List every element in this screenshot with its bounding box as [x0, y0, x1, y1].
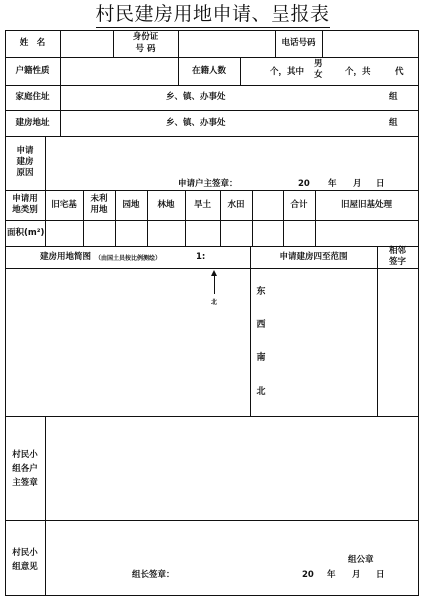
villagers-seal-label-line: 村民小 [12, 450, 38, 460]
hukou-field[interactable] [61, 58, 178, 85]
build-address-group: 组 [389, 118, 398, 128]
neighbor-signature-field[interactable] [378, 269, 418, 416]
grid-line [5, 246, 419, 247]
home-address-admin: 乡、镇、办事处 [166, 92, 226, 102]
grid-line [315, 190, 316, 246]
home-address-label: 家庭住址 [15, 92, 50, 102]
category-paddy: 水田 [227, 200, 245, 210]
group-date-year: 年 [327, 570, 336, 580]
id-label-line1: 身份证 [132, 32, 159, 42]
category-total: 合计 [290, 200, 308, 210]
group-leader-sign-label: 组长签章： [132, 570, 175, 580]
date-day: 日 [376, 179, 385, 189]
household-count-label: 在籍人数 [191, 66, 226, 76]
grid-line [250, 246, 251, 416]
group-seal-label: 组公章 [348, 555, 374, 565]
neighbor-signature-label-line: 签字 [388, 257, 406, 267]
sketch-scale: 1: [196, 252, 206, 262]
grid-line [5, 110, 419, 111]
group-date-month: 月 [352, 570, 361, 580]
direction-east: 东 [256, 287, 266, 297]
id-label-line2: 号 码 [135, 44, 156, 54]
direction-north: 北 [256, 387, 266, 397]
date-month: 月 [353, 179, 362, 189]
area-paddy-field[interactable] [221, 221, 252, 246]
category-old-homestead: 旧宅基 [51, 200, 77, 210]
date-year: 年 [328, 179, 337, 189]
count-text-2: 个，共 [345, 67, 371, 77]
grid-line [5, 85, 419, 86]
area-old-homestead-field[interactable] [46, 221, 83, 246]
name-field[interactable] [61, 31, 113, 57]
category-unused-land: 用地 [90, 205, 108, 215]
land-category-label-line: 地类别 [12, 205, 38, 215]
grid-line [252, 190, 253, 246]
group-date-year-prefix: 20 [302, 570, 314, 580]
name-label: 姓 名 [19, 38, 46, 48]
sketch-note: （由国土员按比例测绘） [95, 255, 162, 262]
category-dry-land: 旱土 [193, 200, 211, 210]
area-forest-field[interactable] [148, 221, 185, 246]
villagers-seal-field[interactable] [46, 417, 418, 520]
grid-line [240, 57, 241, 85]
reason-label-line: 建房 [16, 157, 34, 167]
area-garden-field[interactable] [116, 221, 147, 246]
date-year-prefix: 20 [298, 179, 310, 189]
land-category-label-line: 申请用 [12, 194, 38, 204]
reason-label-line: 原因 [16, 168, 34, 178]
villagers-seal-label-line: 组各户 [12, 464, 38, 474]
area-dry-land-field[interactable] [186, 221, 220, 246]
area-label: 面积(m²) [7, 228, 45, 238]
area-unused-land-field[interactable] [84, 221, 115, 246]
reason-label-line: 申请 [16, 146, 34, 156]
neighbor-signature-label-line: 相邻 [388, 246, 406, 256]
category-unused-land: 未利 [90, 194, 108, 204]
applicant-signature-label: 申请户主签章： [178, 179, 238, 189]
home-address-group: 组 [389, 92, 398, 102]
grid-line [5, 190, 419, 191]
female-label: 女 [314, 70, 323, 80]
form-title: 村民建房用地申请、呈报表 [95, 3, 330, 25]
direction-south: 南 [256, 353, 266, 363]
group-opinion-label-line: 村民小 [12, 548, 38, 558]
sketch-title: 建房用地简图 [40, 252, 92, 262]
group-date-day: 日 [376, 570, 385, 580]
villagers-seal-label-line: 主签章 [12, 478, 38, 488]
male-label: 男 [314, 59, 323, 69]
old-site-handling-label: 旧屋旧基处理 [340, 200, 392, 210]
north-mark: 北 [211, 299, 218, 306]
category-forest: 林地 [157, 200, 175, 210]
category-garden: 园地 [122, 200, 140, 210]
group-opinion-label-line: 组意见 [12, 562, 38, 572]
build-address-admin: 乡、镇、办事处 [166, 118, 226, 128]
grid-line [5, 595, 419, 596]
build-address-label: 建房地址 [15, 118, 50, 128]
north-arrow-shaft [214, 274, 215, 294]
area-total-field[interactable] [284, 221, 315, 246]
phone-label: 电话号码 [281, 38, 316, 48]
boundary-title: 申请建房四至范围 [279, 252, 348, 262]
grid-line [418, 30, 419, 596]
direction-west: 西 [256, 320, 266, 330]
reason-field[interactable] [46, 137, 418, 177]
hukou-label: 户籍性质 [15, 66, 50, 76]
count-text-1: 个，其中 [270, 67, 305, 77]
count-text-3: 代 [395, 67, 404, 77]
phone-field[interactable] [323, 31, 418, 57]
id-number-field[interactable] [179, 31, 275, 57]
